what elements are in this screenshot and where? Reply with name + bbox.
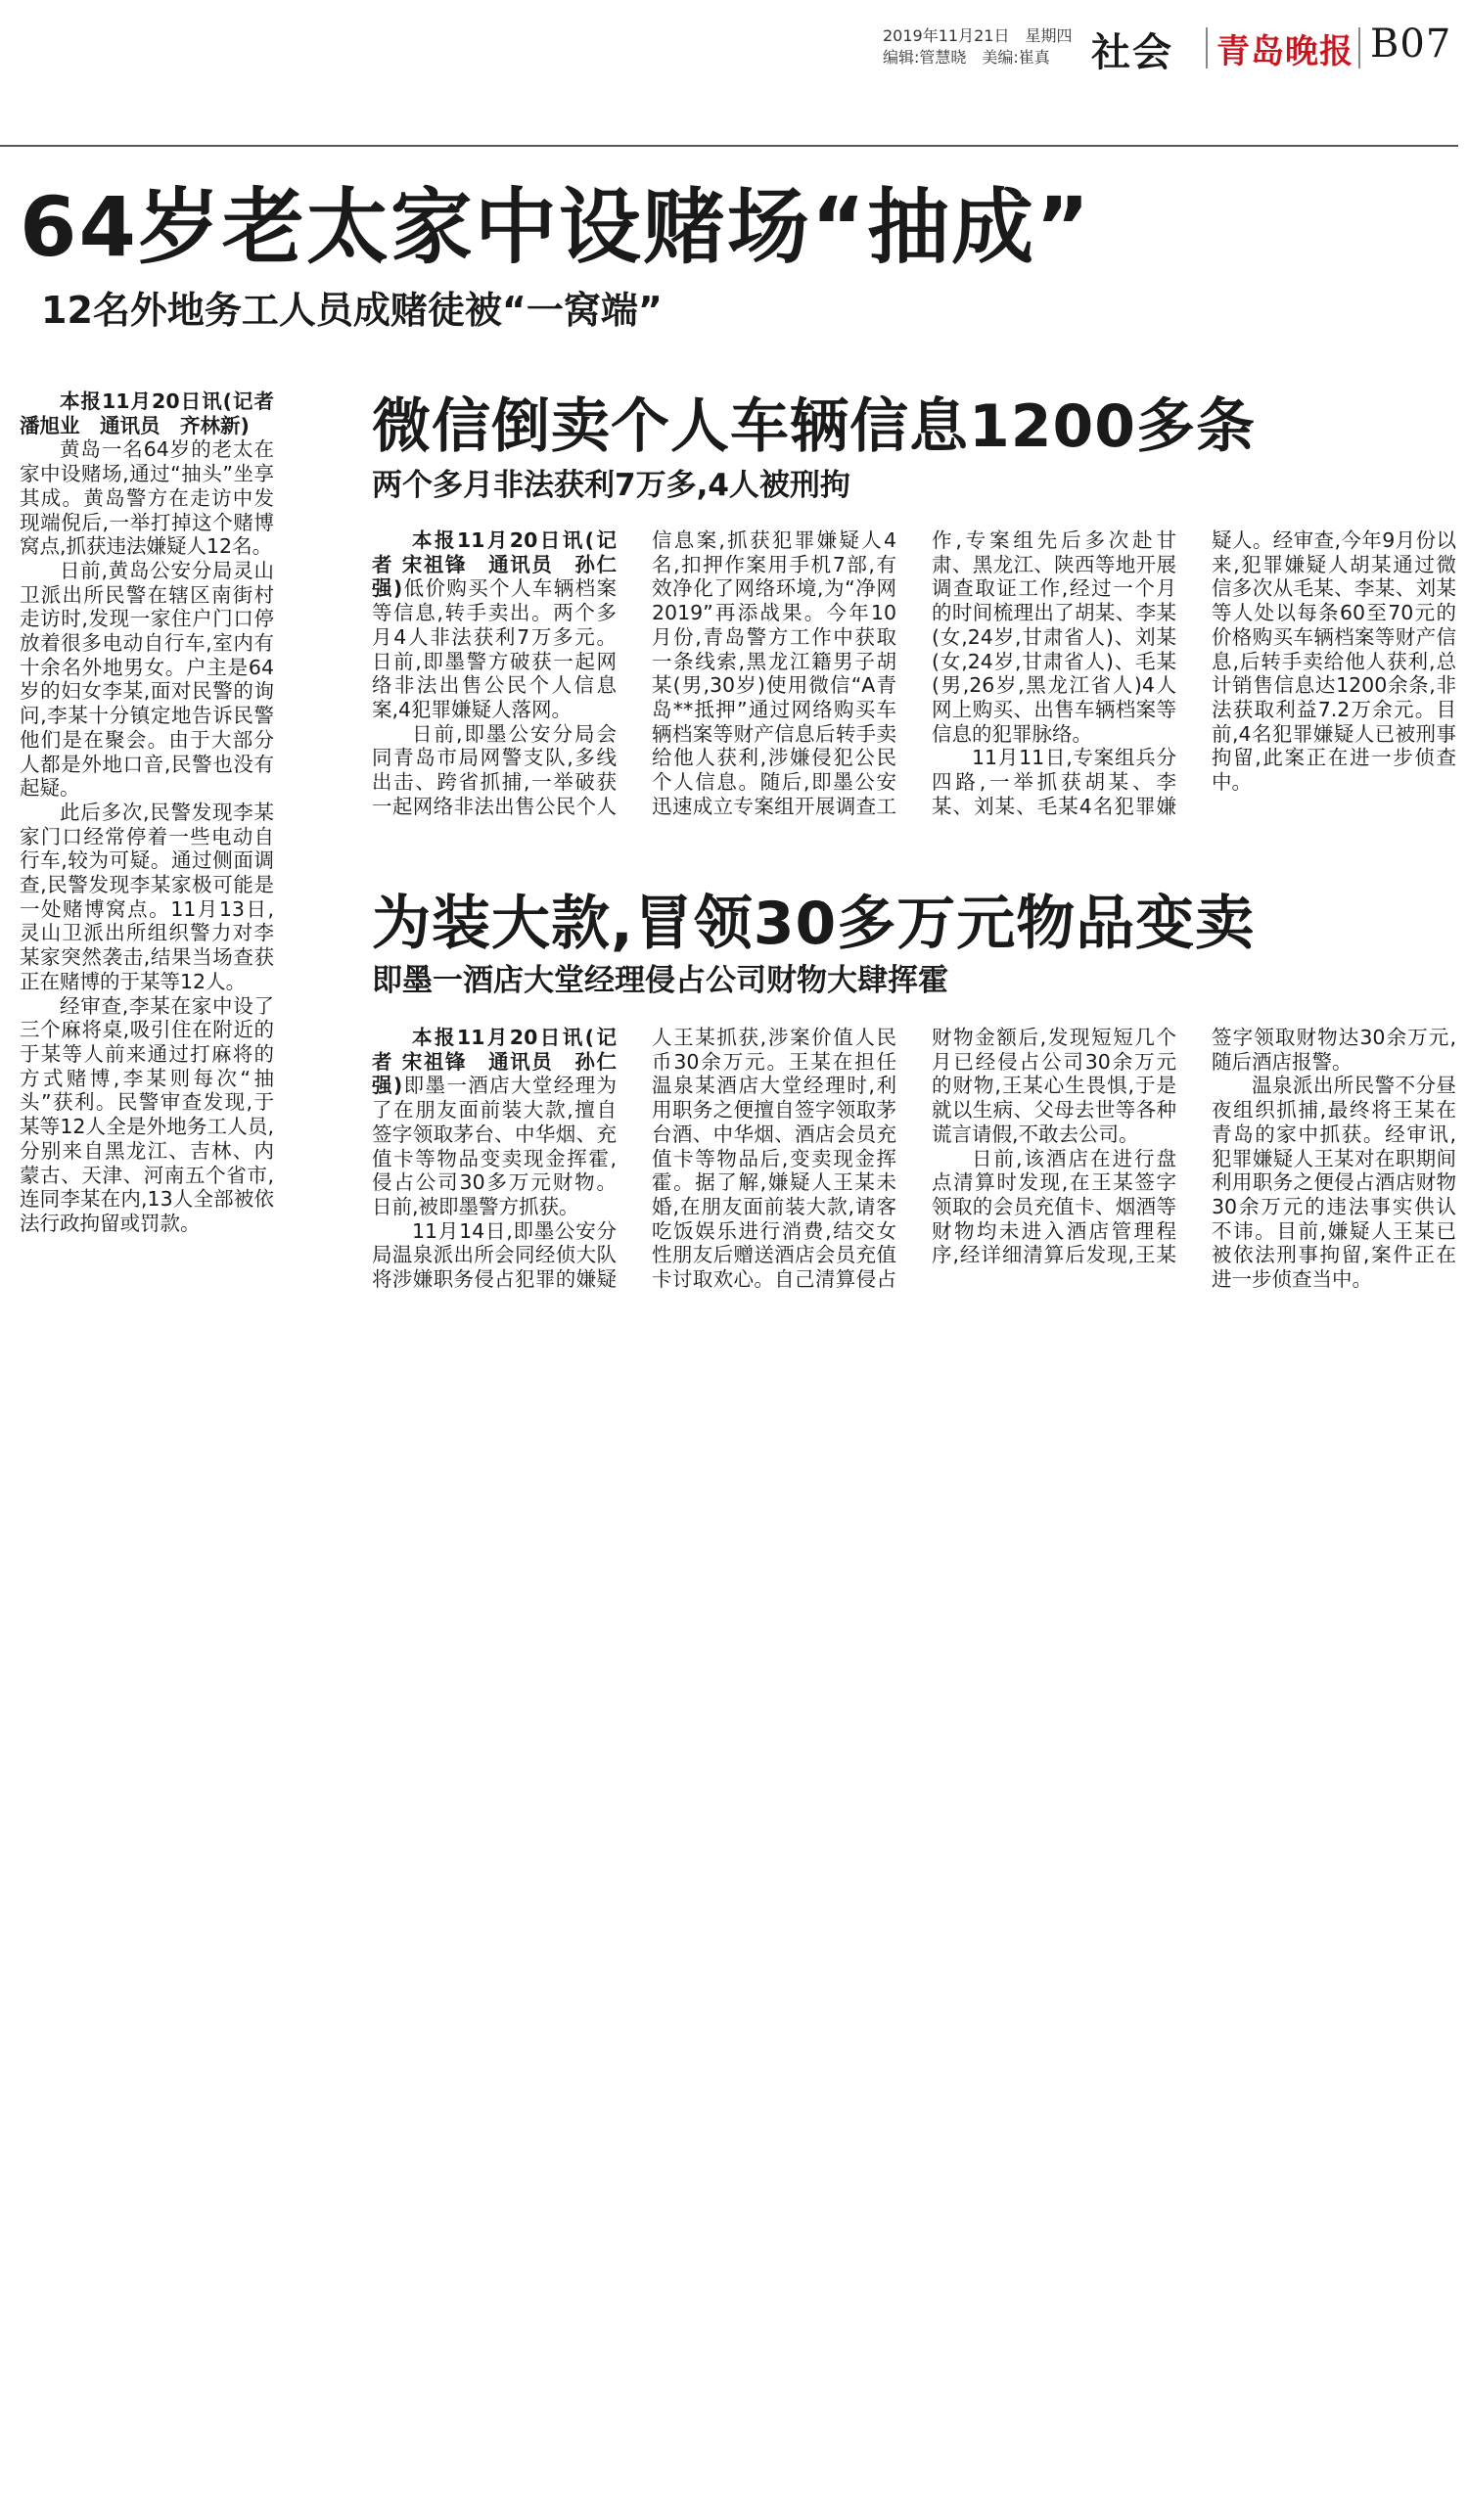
story2-lead-text: 低价购买个人车辆档案等信息,转手卖出。两个多月4人非法获利7万多元。日前,即墨警方破获一起网络非法出售公民个人信息案,4犯罪嫌疑人落网。 xyxy=(372,576,617,721)
story1-column xyxy=(20,389,274,1236)
story3-lead-text: 即墨一酒店大堂经理为了在朋友面前装大款,擅自签字领取茅台、中华烟、充值卡等物品变卖现金挥霍,侵占公司30多万元财物。日前,被即墨警方抓获。 xyxy=(372,1074,617,1218)
article-paragraph: 日前,黄岛公安分局灵山卫派出所民警在辖区南街村走访时,发现一家住户门口停放着很多电动自行车,室内有十余名外地男女。户主是64岁的妇女李某,面对民警的询问,李某十分镇定地告诉民警他们是在聚会。由于大部分人都是外地口音,民警也没有起疑。 xyxy=(20,558,274,801)
article-paragraph: 温泉派出所民警不分昼夜组织抓捕,最终将王某在青岛的家中抓获。经审讯,犯罪嫌疑人王某对在职期间利用职务之便侵占酒店财物30余万元的违法事实供认不讳。目前,嫌疑人王某已被依法刑事拘留,案件正在进一步侦查当中。 xyxy=(1212,1074,1456,1292)
story1-subheadline: 12名外地务工人员成赌徒被“一窝端” xyxy=(41,289,663,332)
story3-headline: 为装大款,冒领30多万元物品变卖 xyxy=(372,890,1256,958)
article-paragraph: 11月11日,专案组兵分四路,一举抓获胡某、李某、刘某、毛某4名犯罪嫌疑人。经审查,今年9月份以来,犯罪嫌疑人胡某通过微信多次从毛某、李某、刘某等人处以每条60至70元的价格购买车辆档案等财产信息,后转手卖给他人获利,总计销售信息达1200余条,非法获取利益7.2万余元。目前,4名犯罪嫌疑人已被刑事拘留,此案正在进一步侦查中。 xyxy=(932,528,1456,818)
story1-byline: 本报11月20日讯(记者 潘旭业 通讯员 齐林新) xyxy=(20,389,274,437)
article-paragraph: 此后多次,民警发现李某家门口经常停着一些电动自行车,较为可疑。通过侧面调查,民警发现李某家极可能是一处赌博窝点。11月13日,灵山卫派出所组织警力对李某家突然袭击,结果当场查获正在赌博的于某等12人。 xyxy=(20,800,274,993)
page-header-meta xyxy=(883,25,1078,69)
editor-credits: 编辑:管慧晓 美编:崔真 xyxy=(883,48,1050,67)
newspaper-masthead: 青岛晚报 xyxy=(1216,32,1353,71)
header-divider xyxy=(1206,27,1208,69)
article-paragraph: 日前,该酒店在进行盘点清算时发现,在王某签字领取的会员充值卡、烟酒等财物均未进入酒店管理程序,经详细清算后发现,王某签字领取财物达30余万元,随后酒店报警。 xyxy=(932,1026,1456,1267)
story2-subheadline: 两个多月非法获利7万多,4人被刑拘 xyxy=(372,468,850,503)
story3-body xyxy=(372,1026,1456,1349)
story3-subheadline: 即墨一酒店大堂经理侵占公司财物大肆挥霍 xyxy=(372,963,948,998)
story2-headline: 微信倒卖个人车辆信息1200多条 xyxy=(372,392,1256,461)
header-divider xyxy=(1358,27,1360,69)
story2-lead xyxy=(372,528,617,722)
article-paragraph: 黄岛一名64岁的老太在家中设赌场,通过“抽头”坐享其成。黄岛警方在走访中发现端倪后,一举打掉这个赌博窝点,抓获违法嫌疑人12名。 xyxy=(20,437,274,559)
section-name: 社会 xyxy=(1091,29,1173,75)
story3-byline: 本报11月20日讯(记者 宋祖锋 通讯员 孙仁强) xyxy=(372,1026,617,1098)
story2-byline: 本报11月20日讯(记者 宋祖锋 通讯员 孙仁强) xyxy=(372,528,617,601)
page-number: B07 xyxy=(1370,22,1452,67)
article-paragraph: 日前,即墨公安分局会同青岛市局网警支队,多线出击、跨省抓捕,一举破获一起网络非法出售公民个人信息案,抓获犯罪嫌疑人4名,扣押作案用手机7部,有效净化了网络环境,为“净网2019”再添战果。今年10月份,青岛警方工作中获取一条线索,黑龙江籍男子胡某(男,30岁)使用微信“A青岛**抵押”通过网络购买车辆档案等财产信息后转手卖给他人获利,涉嫌侵犯公民个人信息。随后,即墨公安迅速成立专案组开展调查工作,专案组先后多次赴甘肃、黑龙江、陕西等地开展调查取证工作,经过一个月的时间梳理出了胡某、李某(女,24岁,甘肃省人)、刘某(女,24岁,甘肃省人)、毛某(男,26岁,黑龙江省人)4人网上购买、出售车辆档案等信息的犯罪脉络。 xyxy=(372,528,1176,818)
story1-headline: 64岁老太家中设赌场“抽成” xyxy=(20,179,1092,275)
article-paragraph: 经审查,李某在家中设了三个麻将桌,吸引住在附近的于某等人前来通过打麻将的方式赌博,李某则每次“抽头”获利。民警审查发现,于某等12人全是外地务工人员,分别来自黑龙江、吉林、内蒙古、天津、河南五个省市,连同李某在内,13人全部被依法行政拘留或罚款。 xyxy=(20,993,274,1235)
article-paragraph: 11月14日,即墨公安分局温泉派出所会同经侦大队将涉嫌职务侵占犯罪的嫌疑人王某抓获,涉案价值人民币30余万元。王某在担任温泉某酒店大堂经理时,利用职务之便擅自签字领取茅台酒、中华烟、酒店会员充值卡等物品后,变卖现金挥霍。据了解,嫌疑人王某未婚,在朋友面前装大款,请客吃饭娱乐进行消费,结交女性朋友后赠送酒店会员充值卡讨取欢心。自己清算侵占财物金额后,发现短短几个月已经侵占公司30余万元的财物,王某心生畏惧,于是就以生病、父母去世等各种谎言请假,不敢去公司。 xyxy=(372,1026,1176,1292)
story2-body xyxy=(372,528,1456,851)
header-rule xyxy=(0,145,1458,147)
issue-date: 2019年11月21日 星期四 xyxy=(883,26,1073,45)
story3-lead xyxy=(372,1026,617,1219)
